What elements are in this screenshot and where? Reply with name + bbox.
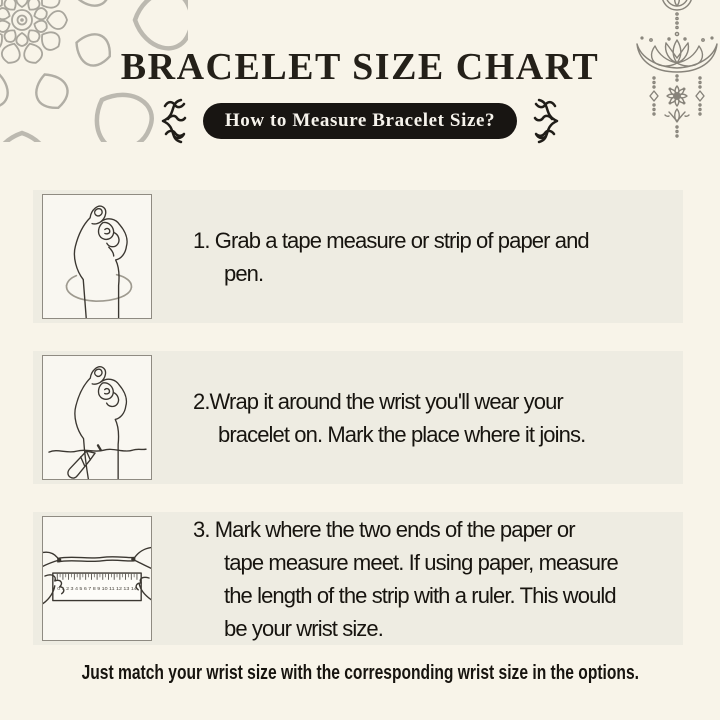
squiggle-bracket-left-icon <box>153 98 187 144</box>
step-row-2 <box>33 351 683 484</box>
squiggle-bracket-right-icon <box>533 98 567 144</box>
ruler-numbers: 0 1 2 3 4 5 6 7 8 9 10 11 12 13 14 <box>57 585 138 591</box>
hands-ruler-strip-icon <box>42 516 152 641</box>
footer-note: Just match your wrist size with the corresponding wrist size in the options. <box>81 662 639 684</box>
step-2-line-2: bracelet on. Mark the place where it joins. <box>218 421 586 447</box>
header <box>0 0 720 144</box>
banner-pill: How to Measure Bracelet Size? <box>203 103 517 139</box>
steps-list <box>33 190 683 645</box>
page-title: BRACELET SIZE CHART <box>120 46 600 88</box>
step-3-line-2: tape measure meet. If using paper, measure <box>224 549 618 575</box>
step-1-line-2: pen. <box>224 260 264 286</box>
footer <box>0 662 720 685</box>
fist-with-pen-mark-icon <box>42 355 152 480</box>
step-3-line-3: the length of the strip with a ruler. This would <box>224 582 616 608</box>
step-1-text <box>193 224 589 290</box>
step-2-line-1: 2.Wrap it around the wrist you'll wear your <box>193 388 563 414</box>
step-3-line-1: 3. Mark where the two ends of the paper or <box>193 516 575 542</box>
step-row-1 <box>33 190 683 323</box>
step-3-line-4: be your wrist size. <box>224 615 383 641</box>
step-1-line-1: 1. Grab a tape measure or strip of paper and <box>193 227 589 253</box>
banner <box>0 98 720 144</box>
step-row-3 <box>33 512 683 645</box>
step-3-text <box>193 513 618 645</box>
fist-with-tape-icon <box>42 194 152 319</box>
step-2-text <box>193 385 585 451</box>
